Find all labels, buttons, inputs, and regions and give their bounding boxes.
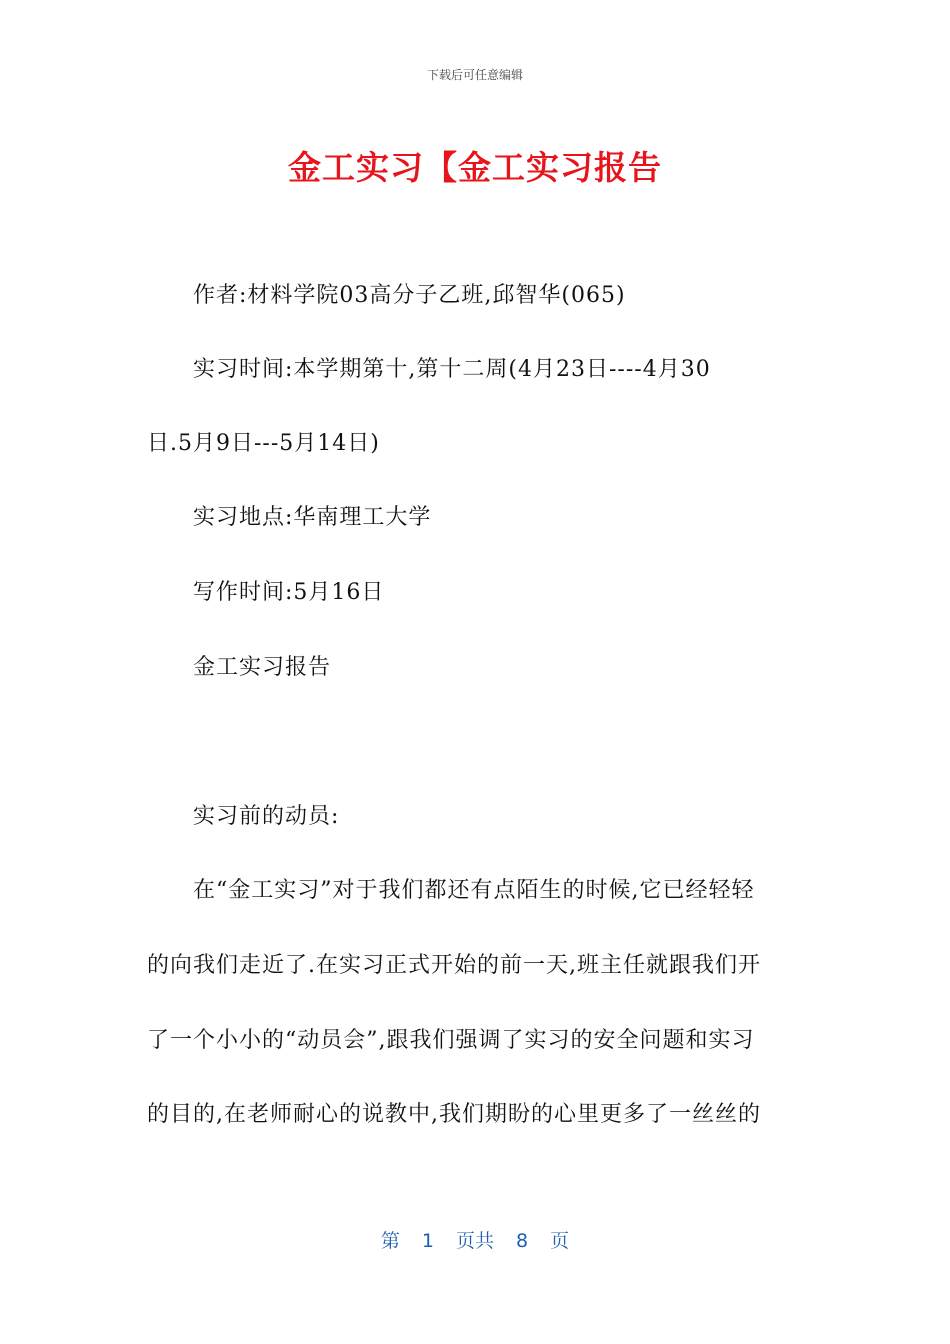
internship-time-line-1: 实习时间:本学期第十,第十二周(4月23日----4月30 — [193, 357, 711, 382]
page-footer — [0, 1226, 950, 1253]
paragraph-line-3: 了一个小小的“动员会”,跟我们强调了实习的安全问题和实习 — [147, 1028, 755, 1053]
footer-middle: 页共 — [455, 1230, 494, 1252]
footer-total-pages: 8 — [516, 1230, 529, 1252]
section-heading: 实习前的动员: — [193, 804, 340, 829]
internship-time-line-2: 日.5月9日---5月14日) — [147, 431, 380, 456]
report-subtitle: 金工实习报告 — [193, 655, 332, 680]
page-header-note: 下载后可任意编辑 — [426, 68, 523, 82]
paragraph-line-2: 的向我们走近了.在实习正式开始的前一天,班主任就跟我们开 — [147, 953, 761, 978]
footer-suffix: 页 — [550, 1230, 570, 1252]
paragraph-line-4: 的目的,在老师耐心的说教中,我们期盼的心里更多了一丝丝的 — [147, 1102, 761, 1127]
write-time-line: 写作时间:5月16日 — [193, 580, 385, 605]
document-title: 金工实习【金工实习报告 — [288, 148, 662, 187]
author-line: 作者:材料学院03高分子乙班,邱智华(065) — [193, 283, 626, 308]
footer-page-number: 1 — [421, 1230, 434, 1252]
footer-prefix: 第 — [380, 1230, 400, 1252]
paragraph-line-1: 在“金工实习”对于我们都还有点陌生的时候,它已经轻轻 — [193, 878, 755, 903]
internship-place-line: 实习地点:华南理工大学 — [193, 505, 432, 530]
